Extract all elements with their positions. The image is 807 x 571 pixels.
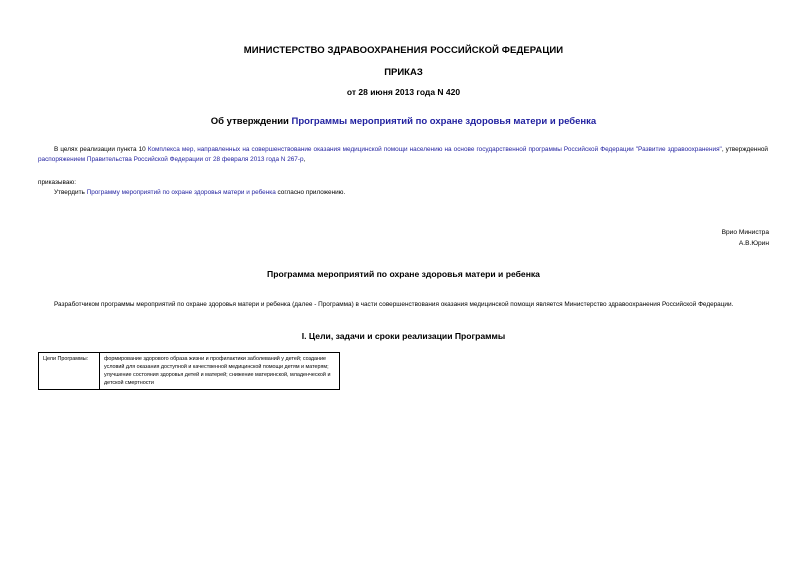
section-title: I. Цели, задачи и сроки реализации Программы [301,331,506,341]
developer-paragraph: Разработчиком программы мероприятий по охране здоровья матери и ребенка (далее - Программа) в части совершенствования оказания медицинской помощи является Министерство здравоохранения Российской Федерации. [54,301,734,308]
program-link[interactable]: Программы мероприятий по охране здоровья матери и ребенка [291,116,597,127]
order-date-number: от 28 июня 2013 года N 420 [346,87,461,97]
ministry-heading: МИНИСТЕРСТВО ЗДРАВООХРАНЕНИЯ РОССИЙСКОЙ ФЕДЕРАЦИИ [243,45,564,56]
approve-paragraph [38,188,768,198]
intro-paragraph [38,145,768,165]
order-heading: ПРИКАЗ [384,67,423,78]
table-cell-label: Цели Программы: [39,353,100,390]
intro-text-2: , утвержденной [721,146,768,153]
signatory-title: Врио Министра [721,229,769,236]
order-word: приказываю: [38,179,76,186]
order-subject-prefix: Об утверждении [210,116,292,127]
government-decree-link[interactable]: распоряжением Правительства Российской Федерации от 28 февраля 2013 года N 267-р [38,156,304,163]
program-goals-table [38,352,340,390]
table-cell-value: формирование здорового образа жизни и профилактики заболеваний у детей; создание условий для оказания доступной и качественной медицинской помощи детям и матерям; улучшение состояния здоровья детей и матерей; снижение материнской, младенческой и детской смертности [100,353,340,390]
approve-text-prefix: Утвердить [54,189,87,196]
intro-text-1: В целях реализации пункта 10 [54,146,148,153]
program-approve-link[interactable]: Программу мероприятий по охране здоровья матери и ребенка [86,189,276,196]
order-subject-heading [0,116,807,127]
intro-text-3: , [303,156,306,163]
table-row [39,353,340,390]
program-title: Программа мероприятий по охране здоровья матери и ребенка [267,269,540,279]
complex-measures-link[interactable]: Комплекса мер, направленных на совершенствование оказания медицинской помощи населению на основе государственной программы Российской Федерации "Развитие здравоохранения" [147,146,722,153]
approve-text-suffix: согласно приложению. [275,189,346,196]
signatory-name: А.В.Юрин [738,240,769,247]
